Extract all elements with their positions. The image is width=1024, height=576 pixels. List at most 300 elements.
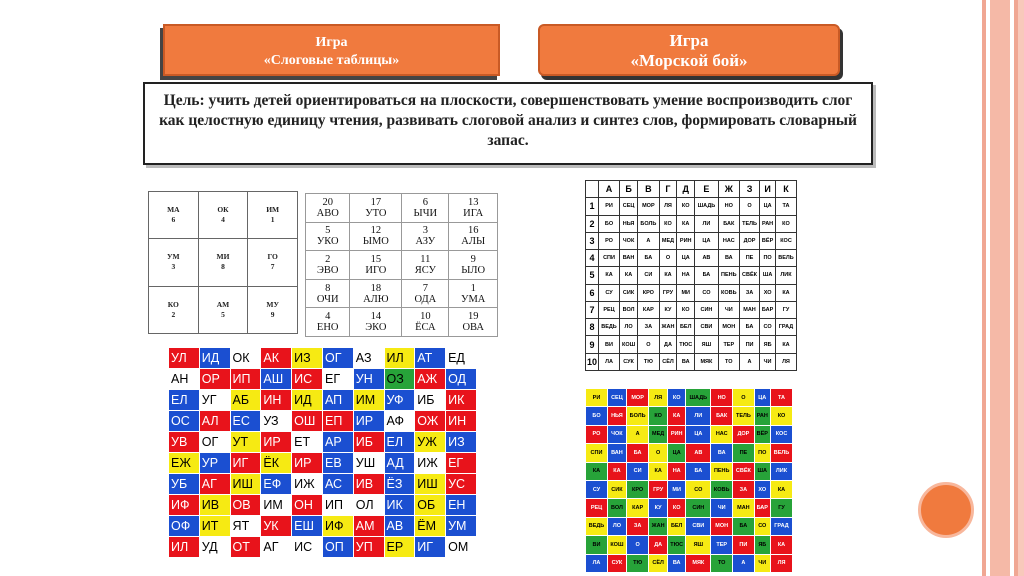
cell-number: 20	[322, 196, 333, 208]
colored-cell: АД	[384, 453, 415, 474]
colored-cell: ИБ	[415, 390, 446, 411]
battleship-cell: ЯШ	[695, 336, 719, 353]
table-row	[586, 554, 793, 572]
table-row	[586, 536, 793, 554]
colored-battleship-cell: ПО	[754, 444, 771, 462]
row-number: 8	[586, 319, 599, 336]
colored-battleship-cell: ВА	[667, 554, 686, 572]
colored-cell: ЕП	[322, 411, 353, 432]
colored-cell: ЕШ	[292, 516, 323, 537]
colored-cell: ЯТ	[230, 516, 261, 537]
colored-battleship-cell: РИ	[586, 389, 608, 407]
cell-number: 7	[422, 282, 428, 294]
colored-cell: АГ	[199, 474, 230, 495]
colored-battleship-cell: ГУ	[771, 499, 793, 517]
cell-syllable: УМ	[167, 252, 180, 262]
colored-cell: УЗ	[261, 411, 292, 432]
cell-syllable: ЫЧИ	[413, 207, 438, 219]
table-row	[149, 239, 298, 286]
battleship-cell: А	[739, 353, 759, 370]
game-banner-battleship	[538, 24, 840, 76]
numbered-cell	[449, 308, 498, 337]
battleship-cell: ДОР	[739, 232, 759, 249]
battleship-cell: БА	[739, 319, 759, 336]
colored-cell: ОВ	[230, 495, 261, 516]
battleship-cell: О	[659, 250, 677, 267]
cell-number: 6	[422, 196, 428, 208]
colored-cell: УГ	[199, 390, 230, 411]
row-number: 9	[586, 336, 599, 353]
colored-cell: ИЛ	[384, 348, 415, 369]
colored-cell: УР	[199, 453, 230, 474]
cell-syllable: АЛЮ	[363, 293, 389, 305]
colored-battleship-cell: ЗА	[626, 517, 649, 535]
colored-battleship-cell: ЦА	[686, 425, 711, 443]
colored-cell: ИЛ	[169, 537, 200, 558]
cell-syllable: АЛЫ	[461, 236, 486, 248]
colored-cell: АН	[169, 369, 200, 390]
colored-cell: УП	[353, 537, 384, 558]
numbered-cell	[350, 308, 402, 337]
battleship-cell: ШАДЬ	[695, 198, 719, 215]
battleship-cell: КО	[677, 198, 695, 215]
numbered-cell	[350, 279, 402, 308]
colored-battleship-cell: ЧИ	[711, 499, 733, 517]
battleship-cell: ТО	[718, 353, 739, 370]
battleship-cell: ХО	[760, 284, 776, 301]
battleship-cell: СУК	[620, 353, 638, 370]
colored-battleship-cell: МОР	[626, 389, 649, 407]
cell-number: 14	[370, 311, 382, 323]
battleship-cell: ТЕР	[718, 336, 739, 353]
colored-battleship-cell: РИН	[667, 425, 686, 443]
colored-cell: УК	[261, 516, 292, 537]
battleship-cell: КА	[620, 267, 638, 284]
battleship-cell: КОС	[775, 232, 796, 249]
table-row	[169, 495, 477, 516]
battleship-cell: ЧОК	[620, 232, 638, 249]
cell-syllable: ЫЛО	[461, 264, 486, 276]
colored-battleship-cell: СЕЦ	[607, 389, 626, 407]
colored-battleship-cell: КРО	[626, 480, 649, 498]
table-row	[586, 480, 793, 498]
cell-number: 10	[420, 311, 431, 323]
colored-cell: ЕВ	[322, 453, 353, 474]
cell-syllable: МА	[167, 205, 180, 215]
colored-cell: ИЖ	[292, 474, 323, 495]
colored-battleship-cell: МИ	[667, 480, 686, 498]
colored-battleship-cell: ДА	[649, 536, 668, 554]
colored-cell: ЕТ	[292, 432, 323, 453]
numbered-cell	[402, 308, 449, 337]
colored-cell: ИК	[446, 390, 477, 411]
cell-syllable: ОВА	[462, 322, 484, 334]
colored-battleship-cell: СИК	[607, 480, 626, 498]
cell-number: 15	[370, 253, 382, 265]
battleship-cell: ЗА	[739, 284, 759, 301]
battleship-cell: МИ	[677, 284, 695, 301]
table-row	[169, 390, 477, 411]
battleship-cell: КРО	[638, 284, 660, 301]
colored-battleship-cell: СУК	[607, 554, 626, 572]
header-row	[586, 181, 797, 198]
cell-syllable: ОЧИ	[316, 293, 339, 305]
banner-line1: Игра	[669, 31, 709, 50]
colored-cell: ОС	[169, 411, 200, 432]
colored-syllable-table	[168, 347, 477, 558]
numbered-cell	[306, 222, 350, 251]
battleship-cell: ПЕ	[739, 250, 759, 267]
colored-battleship-cell: КО	[649, 407, 668, 425]
column-header: Б	[620, 181, 638, 198]
colored-battleship-cell: ЧИ	[754, 554, 771, 572]
numbered-cell	[306, 251, 350, 280]
colored-battleship-cell: ПЕНЬ	[711, 462, 733, 480]
numbered-cell	[350, 222, 402, 251]
table-row	[169, 411, 477, 432]
colored-cell: ИШ	[230, 474, 261, 495]
battleship-cell: ВАН	[620, 250, 638, 267]
battleship-cell: БАР	[760, 301, 776, 318]
colored-battleship-cell: ЯШ	[686, 536, 711, 554]
table-row	[586, 284, 797, 301]
battleship-cell: БЕЛ	[677, 319, 695, 336]
numbered-cell	[402, 251, 449, 280]
colored-cell: ОГ	[199, 432, 230, 453]
table-row	[169, 474, 477, 495]
colored-cell: ИН	[446, 411, 477, 432]
colored-battleship-cell: СИ	[626, 462, 649, 480]
colored-cell: ЕГ	[446, 453, 477, 474]
table-row	[169, 369, 477, 390]
colored-cell: ИТ	[199, 516, 230, 537]
battleship-cell: МОР	[638, 198, 660, 215]
battleship-cell: О	[739, 198, 759, 215]
colored-cell: ИФ	[322, 516, 353, 537]
numbered-cell	[449, 251, 498, 280]
colored-cell: АЖ	[415, 369, 446, 390]
colored-battleship-cell: ПИ	[733, 536, 754, 554]
colored-cell: ЕГ	[322, 369, 353, 390]
colored-cell: ОД	[446, 369, 477, 390]
colored-cell: АР	[322, 432, 353, 453]
colored-cell: ИШ	[415, 474, 446, 495]
colored-cell: АС	[322, 474, 353, 495]
colored-battleship-cell: МАН	[733, 499, 754, 517]
battleship-cell: КАР	[638, 301, 660, 318]
battleship-cell: ЛО	[620, 319, 638, 336]
row-number: 10	[586, 353, 599, 370]
colored-cell: ОР	[199, 369, 230, 390]
table-row	[586, 301, 797, 318]
colored-battleship-cell: КА	[771, 536, 793, 554]
battleship-cell: О	[638, 336, 660, 353]
cell-syllable: ИМ	[266, 205, 280, 215]
colored-cell: АМ	[353, 516, 384, 537]
grid-cell	[149, 239, 199, 286]
battleship-cell: ЦА	[677, 250, 695, 267]
battleship-cell: СИК	[620, 284, 638, 301]
battleship-cell: ВЕДЬ	[599, 319, 620, 336]
colored-cell: УВ	[169, 432, 200, 453]
colored-cell: ОЖ	[415, 411, 446, 432]
battleship-cell: ВЕЛЬ	[775, 250, 796, 267]
colored-battleship-cell: КАР	[626, 499, 649, 517]
battleship-cell: ГУ	[775, 301, 796, 318]
battleship-cell: ЗА	[638, 319, 660, 336]
cell-number: 4	[221, 215, 225, 225]
colored-cell: ИЗ	[292, 348, 323, 369]
battleship-cell: БА	[695, 267, 719, 284]
colored-battleship-cell: ВИ	[586, 536, 608, 554]
colored-cell: ЁЗ	[384, 474, 415, 495]
colored-battleship-cell: НАС	[711, 425, 733, 443]
colored-cell: ОН	[292, 495, 323, 516]
colored-battleship-cell: ВЕЛЬ	[771, 444, 793, 462]
colored-battleship-cell: ЛЯ	[649, 389, 668, 407]
table-row	[586, 336, 797, 353]
colored-battleship-cell: О	[649, 444, 668, 462]
colored-cell: ОТ	[230, 537, 261, 558]
cell-number: 6	[171, 215, 176, 225]
battleship-cell: МОН	[718, 319, 739, 336]
battleship-cell: МЕД	[659, 232, 677, 249]
table-row	[169, 348, 477, 369]
numbered-cell	[350, 194, 402, 223]
battleship-cell: АВ	[695, 250, 719, 267]
battleship-cell: ЧИ	[760, 353, 776, 370]
cell-number: 17	[370, 196, 382, 208]
battleship-cell: КО	[659, 215, 677, 232]
battleship-cell: КА	[659, 267, 677, 284]
colored-battleship-cell: ВА	[711, 444, 733, 462]
colored-battleship-cell: СО	[754, 517, 771, 535]
grid-cell	[248, 192, 298, 239]
colored-cell: ЁК	[261, 453, 292, 474]
battleship-cell: ТЮС	[677, 336, 695, 353]
corner-cell	[586, 181, 599, 198]
battleship-cell: ПИ	[739, 336, 759, 353]
row-number: 3	[586, 232, 599, 249]
colored-battleship-cell: БА	[733, 517, 754, 535]
colored-battleship-cell: КОШ	[607, 536, 626, 554]
battleship-cell: КО	[677, 301, 695, 318]
battleship-cell: СУ	[599, 284, 620, 301]
cell-number: 8	[221, 262, 225, 272]
colored-battleship-cell: НО	[711, 389, 733, 407]
battleship-cell: СВЁК	[739, 267, 759, 284]
colored-cell: ОГ	[322, 348, 353, 369]
colored-battleship-cell: ТО	[711, 554, 733, 572]
battleship-cell: НЬЯ	[620, 215, 638, 232]
colored-cell: УС	[446, 474, 477, 495]
colored-battleship-cell: ЛА	[586, 554, 608, 572]
colored-battleship-cell: СВИ	[686, 517, 711, 535]
battleship-cell: ВИ	[599, 336, 620, 353]
grid-cell	[198, 192, 248, 239]
battleship-table	[585, 180, 797, 371]
table-row	[586, 319, 797, 336]
colored-battleship-cell: КО	[667, 389, 686, 407]
colored-cell: ЕН	[446, 495, 477, 516]
battleship-cell: КА	[677, 215, 695, 232]
colored-battleship-cell: НА	[667, 462, 686, 480]
cell-syllable: ОК	[217, 205, 229, 215]
colored-battleship-cell: АВ	[686, 444, 711, 462]
battleship-cell: КО	[775, 215, 796, 232]
colored-battleship-cell: КА	[607, 462, 626, 480]
colored-battleship-cell: БА	[686, 462, 711, 480]
cell-number: 12	[370, 225, 382, 237]
colored-battleship-cell: ЧОК	[607, 425, 626, 443]
battleship-cell: РО	[599, 232, 620, 249]
table-row	[586, 232, 797, 249]
battleship-cell: КА	[775, 336, 796, 353]
colored-battleship-cell: А	[733, 554, 754, 572]
numbered-cell	[449, 279, 498, 308]
colored-battleship-cell: ША	[754, 462, 771, 480]
battleship-cell: РЕЦ	[599, 301, 620, 318]
game-banner-syllable-tables	[163, 24, 500, 76]
cell-number: 13	[467, 196, 479, 208]
colored-battleship-cell: ЛИ	[686, 407, 711, 425]
colored-cell: АФ	[384, 411, 415, 432]
cell-number: 5	[325, 225, 331, 237]
cell-syllable: ЕНО	[316, 322, 339, 334]
colored-cell: АЛ	[199, 411, 230, 432]
battleship-cell: ВА	[718, 250, 739, 267]
battleship-cell: РИН	[677, 232, 695, 249]
colored-battleship-cell: СУ	[586, 480, 608, 498]
colored-battleship-cell: РО	[586, 425, 608, 443]
battleship-cell: НАС	[718, 232, 739, 249]
cell-syllable: УМА	[461, 293, 486, 305]
cell-syllable: УТО	[365, 207, 387, 219]
table-row	[586, 517, 793, 535]
row-number: 7	[586, 301, 599, 318]
cell-number: 2	[325, 253, 331, 265]
colored-battleship-cell: ЛО	[607, 517, 626, 535]
battleship-cell: ЛИ	[695, 215, 719, 232]
battleship-cell: БА	[638, 250, 660, 267]
table-row	[306, 279, 498, 308]
table-row	[586, 250, 797, 267]
colored-cell: АГ	[261, 537, 292, 558]
colored-cell: ИФ	[169, 495, 200, 516]
colored-cell: ЕР	[384, 537, 415, 558]
battleship-cell: СВИ	[695, 319, 719, 336]
battleship-cell: СЁЛ	[659, 353, 677, 370]
cell-number: 11	[420, 253, 431, 265]
colored-battleship-cell: ВОЛ	[607, 499, 626, 517]
row-number: 6	[586, 284, 599, 301]
colored-battleship-cell: ТЕЛЬ	[733, 407, 754, 425]
colored-cell: ОЛ	[353, 495, 384, 516]
battleship-cell: ГРАД	[775, 319, 796, 336]
battleship-cell: КА	[599, 267, 620, 284]
grid-cell	[198, 286, 248, 333]
battleship-cell: ЦА	[695, 232, 719, 249]
battleship-cell: ЦА	[760, 198, 776, 215]
table-row	[586, 267, 797, 284]
battleship-cell: КОВЬ	[718, 284, 739, 301]
colored-cell: ОЗ	[384, 369, 415, 390]
colored-battleship-cell: ПЕ	[733, 444, 754, 462]
battleship-cell: ТЕЛЬ	[739, 215, 759, 232]
colored-cell: УФ	[384, 390, 415, 411]
table-row	[586, 499, 793, 517]
colored-cell: ОК	[230, 348, 261, 369]
table-row	[586, 462, 793, 480]
battleship-cell: ЛЯ	[775, 353, 796, 370]
goal-text: Цель: учить детей ориентироваться на плоскости, совершенствовать умение воспроизводить слог как целостную единицу чтения, развивать слоговой анализ и синтез слов, формировать словарный запас.	[143, 82, 873, 165]
battleship-cell: КА	[775, 284, 796, 301]
battleship-cell: НО	[718, 198, 739, 215]
colored-battleship-cell: БЕЛ	[667, 517, 686, 535]
cell-syllable: ЯСУ	[414, 264, 436, 276]
cell-syllable: ЭВО	[316, 264, 339, 276]
row-number: 1	[586, 198, 599, 215]
cell-number: 9	[470, 253, 476, 265]
colored-battleship-cell: ЖАН	[649, 517, 668, 535]
numbered-cell	[449, 194, 498, 223]
cell-syllable: КО	[167, 299, 179, 309]
colored-cell: ИВ	[353, 474, 384, 495]
cell-number: 7	[270, 262, 275, 272]
colored-battleship-cell: КОВЬ	[711, 480, 733, 498]
colored-battleship-cell: ГРУ	[649, 480, 668, 498]
colored-cell: УД	[199, 537, 230, 558]
battleship-cell: ША	[760, 267, 776, 284]
grid-cell	[248, 286, 298, 333]
cell-syllable: МУ	[266, 299, 279, 309]
colored-battleship-cell: КА	[771, 480, 793, 498]
colored-cell: АБ	[230, 390, 261, 411]
colored-battleship-cell: БА	[626, 444, 649, 462]
colored-cell: ОП	[322, 537, 353, 558]
column-header: Г	[659, 181, 677, 198]
colored-cell: ОМ	[446, 537, 477, 558]
colored-battleship-cell: ВЁР	[754, 425, 771, 443]
grid-cell	[198, 239, 248, 286]
colored-cell: ИД	[292, 390, 323, 411]
row-number: 2	[586, 215, 599, 232]
colored-cell: УШ	[353, 453, 384, 474]
colored-battleship-cell: ХО	[754, 480, 771, 498]
battleship-cell: СИ	[638, 267, 660, 284]
colored-battleship-cell: ВЕДЬ	[586, 517, 608, 535]
table-row	[586, 215, 797, 232]
syllable-grid	[148, 191, 298, 334]
cell-number: 1	[270, 215, 275, 225]
colored-battleship-cell: КО	[667, 499, 686, 517]
colored-battleship-cell: ЦА	[754, 389, 771, 407]
colored-cell: ОШ	[292, 411, 323, 432]
colored-battleship-cell: ЛЯ	[771, 554, 793, 572]
table-row	[586, 444, 793, 462]
battleship-cell: СО	[695, 284, 719, 301]
banner-line2: «Слоговые таблицы»	[263, 53, 400, 68]
colored-battleship-cell: СПИ	[586, 444, 608, 462]
numbered-cell	[402, 194, 449, 223]
table-row	[169, 516, 477, 537]
column-header: И	[760, 181, 776, 198]
colored-battleship-cell: ВАН	[607, 444, 626, 462]
numbered-cell	[449, 222, 498, 251]
table-row	[149, 192, 298, 239]
colored-cell: ИВ	[199, 495, 230, 516]
colored-cell: ЕЛ	[169, 390, 200, 411]
